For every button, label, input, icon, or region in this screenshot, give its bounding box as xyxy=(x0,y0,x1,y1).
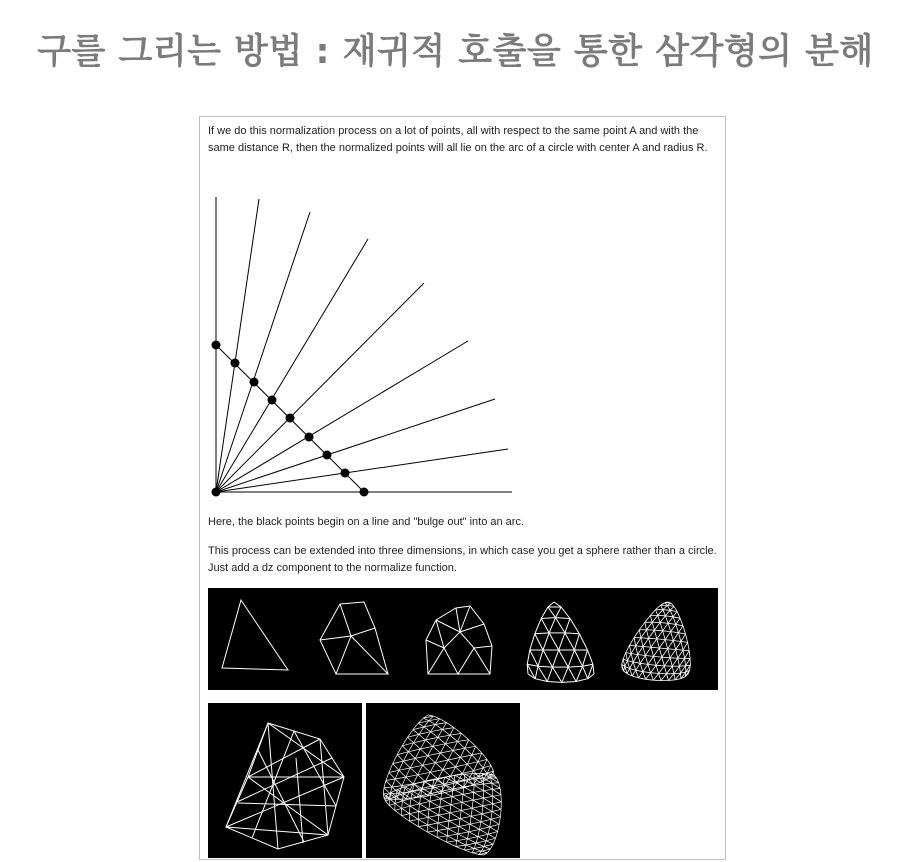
extension-paragraph: This process can be extended into three dimensions, in which case you get a sphere rather than a circle. Just add a dz component to the normalize function. xyxy=(208,545,717,574)
intro-paragraph: If we do this normalization process on a lot of points, all with respect to the same point A and with the same distance R, then the normalized points will all lie on the arc of a circle with center A and radius R. xyxy=(208,125,708,154)
normalized-point xyxy=(323,451,332,460)
sphere-wireframe-panel-a xyxy=(208,703,362,858)
ray-line xyxy=(216,199,259,492)
subdivision-level-3 xyxy=(527,602,594,682)
normalized-point xyxy=(231,359,240,368)
sphere-wireframe-a xyxy=(208,703,362,858)
ray-line xyxy=(216,341,468,492)
center-point-a xyxy=(212,488,221,497)
page-title: 구를 그리는 방법 : 재귀적 호출을 통한 삼각형의 분해 xyxy=(37,32,874,72)
normalized-point xyxy=(212,341,221,350)
normalization-rays-figure xyxy=(200,187,520,497)
subdivision-level-4 xyxy=(622,602,691,681)
article-card xyxy=(199,116,726,860)
ray-line xyxy=(216,399,495,492)
sphere-wireframe-panel-b xyxy=(366,703,520,858)
subdivision-strip-svg xyxy=(208,588,718,690)
ray-line xyxy=(216,283,424,492)
caption-paragraph: Here, the black points begin on a line and "bulge out" into an arc. xyxy=(208,516,525,528)
normalized-point xyxy=(305,433,314,442)
subdivision-level-2 xyxy=(426,606,492,674)
ray-line xyxy=(216,449,508,492)
normalized-point xyxy=(341,469,350,478)
subdivision-level-0 xyxy=(222,600,288,670)
normalized-point xyxy=(250,378,259,387)
normalized-point xyxy=(268,396,277,405)
sphere-wireframe-b xyxy=(366,703,520,858)
normalized-point xyxy=(286,414,295,423)
ray-line xyxy=(216,239,368,492)
ray-line xyxy=(216,212,310,492)
subdivision-strip xyxy=(208,588,718,690)
normalized-point xyxy=(360,488,369,497)
subdivision-level-1 xyxy=(320,602,388,674)
